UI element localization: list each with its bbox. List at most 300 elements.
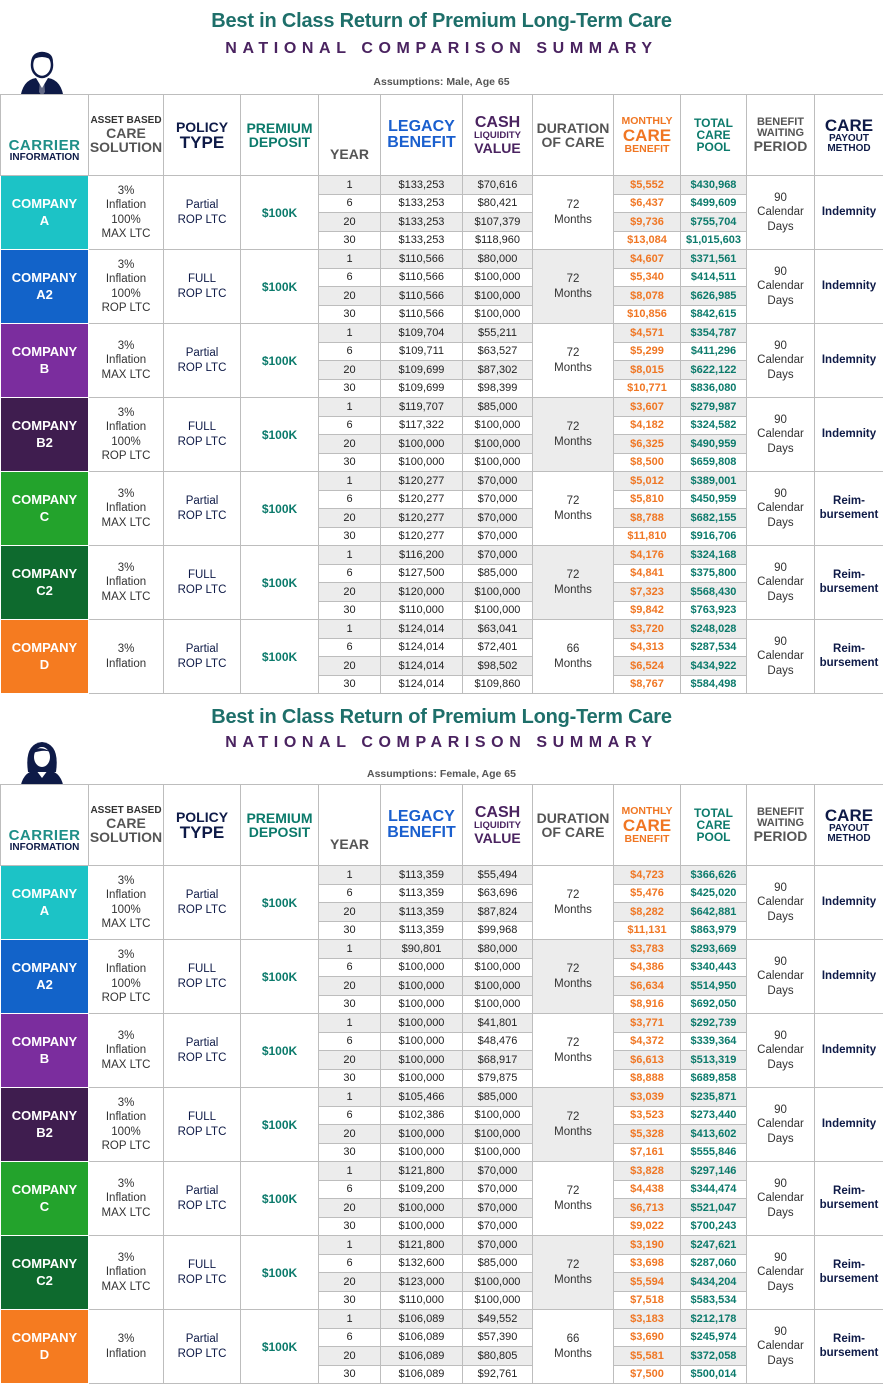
cash-value-cell: $100,000 (463, 1291, 533, 1310)
duration-line: Months (533, 213, 613, 227)
cash-value-cell: $48,476 (463, 1032, 533, 1051)
total-pool-cell: $1,015,603 (681, 231, 747, 250)
legacy-benefit-cell: $110,566 (381, 268, 463, 287)
assumptions-text: Assumptions: Male, Age 65 (0, 76, 883, 88)
year-cell: 1 (319, 176, 381, 195)
header-benefit-waiting-period: BENEFIT WAITING PERIOD (747, 95, 815, 176)
waiting-period-line: 90 (747, 265, 814, 279)
total-pool-cell: $689,858 (681, 1069, 747, 1088)
monthly-care-cell: $4,182 (614, 416, 681, 435)
payout-method-line: Reim- (815, 643, 883, 657)
total-pool-cell: $583,534 (681, 1291, 747, 1310)
monthly-care-cell: $6,437 (614, 194, 681, 213)
care-solution-line: 100% (89, 1125, 163, 1139)
monthly-care-cell: $3,771 (614, 1014, 681, 1033)
table-row (1, 1162, 883, 1181)
waiting-period-line: Days (747, 516, 814, 530)
policy-type-line: ROP LTC (164, 977, 240, 991)
company-name: COMPANY (1, 640, 88, 656)
cash-value-cell: $70,000 (463, 1217, 533, 1236)
header-legacy-benefit: LEGACY BENEFIT (381, 95, 463, 176)
total-pool-cell: $372,058 (681, 1347, 747, 1366)
waiting-period-line: Calendar (747, 649, 814, 663)
waiting-period-line: 90 (747, 1325, 814, 1339)
policy-type-line: FULL (164, 568, 240, 582)
waiting-period-line: 90 (747, 635, 814, 649)
duration-line: 72 (533, 962, 613, 976)
legacy-benefit-cell: $100,000 (381, 1143, 463, 1162)
care-solution-cell (89, 250, 164, 324)
cash-value-cell: $80,000 (463, 940, 533, 959)
policy-type-line: FULL (164, 1258, 240, 1272)
care-solution-line: MAX LTC (89, 368, 163, 382)
waiting-period-line: Days (747, 1280, 814, 1294)
total-pool-cell: $763,923 (681, 601, 747, 620)
policy-type-line: Partial (164, 1332, 240, 1346)
table-row (1, 1236, 883, 1255)
cash-value-cell: $87,824 (463, 903, 533, 922)
total-pool-cell: $235,871 (681, 1088, 747, 1107)
company-name: COMPANY (1, 344, 88, 360)
duration-cell (533, 940, 614, 1014)
monthly-care-cell: $7,161 (614, 1143, 681, 1162)
payout-method-line: Indemnity (815, 896, 883, 910)
year-cell: 6 (319, 268, 381, 287)
monthly-care-cell: $3,190 (614, 1236, 681, 1255)
waiting-period-line: Calendar (747, 279, 814, 293)
premium-deposit-cell: $100K (241, 176, 319, 250)
policy-type-line: FULL (164, 420, 240, 434)
cash-value-cell: $70,000 (463, 509, 533, 528)
waiting-period-line: Days (747, 1354, 814, 1368)
care-solution-line: ROP LTC (89, 301, 163, 315)
year-cell: 30 (319, 1365, 381, 1384)
year-cell: 6 (319, 1180, 381, 1199)
policy-type-cell (164, 620, 241, 694)
total-pool-cell: $622,122 (681, 361, 747, 380)
waiting-period-line: 90 (747, 339, 814, 353)
waiting-period-line: Days (747, 368, 814, 382)
legacy-benefit-cell: $119,707 (381, 398, 463, 417)
cash-value-cell: $87,302 (463, 361, 533, 380)
cash-value-cell: $107,379 (463, 213, 533, 232)
header-legacy-benefit: LEGACY BENEFIT (381, 785, 463, 866)
policy-type-line: ROP LTC (164, 509, 240, 523)
year-cell: 30 (319, 601, 381, 620)
year-cell: 30 (319, 379, 381, 398)
legacy-benefit-cell: $102,386 (381, 1106, 463, 1125)
cash-value-cell: $85,000 (463, 564, 533, 583)
monthly-care-cell: $5,552 (614, 176, 681, 195)
monthly-care-cell: $3,698 (614, 1254, 681, 1273)
legacy-benefit-cell: $106,089 (381, 1310, 463, 1329)
total-pool-cell: $292,739 (681, 1014, 747, 1033)
company-label (1, 620, 89, 694)
section-subtitle: NATIONAL COMPARISON SUMMARY (0, 734, 883, 752)
total-pool-cell: $344,474 (681, 1180, 747, 1199)
payout-method-line: Reim- (815, 1333, 883, 1347)
header-total-care-pool: TOTAL CARE POOL (681, 785, 747, 866)
premium-deposit-cell: $100K (241, 398, 319, 472)
cash-value-cell: $70,000 (463, 490, 533, 509)
total-pool-cell: $411,296 (681, 342, 747, 361)
legacy-benefit-cell: $121,800 (381, 1236, 463, 1255)
duration-line: Months (533, 903, 613, 917)
policy-type-line: FULL (164, 1110, 240, 1124)
waiting-period-line: Days (747, 1132, 814, 1146)
policy-type-line: ROP LTC (164, 1125, 240, 1139)
company-label (1, 250, 89, 324)
cash-value-cell: $79,875 (463, 1069, 533, 1088)
monthly-care-cell: $4,571 (614, 324, 681, 343)
care-solution-line: 3% (89, 1096, 163, 1110)
care-solution-line: Inflation (89, 501, 163, 515)
monthly-care-cell: $8,788 (614, 509, 681, 528)
premium-deposit-cell: $100K (241, 324, 319, 398)
assumptions-text: Assumptions: Female, Age 65 (0, 768, 883, 780)
duration-cell (533, 1162, 614, 1236)
cash-value-cell: $72,401 (463, 638, 533, 657)
year-cell: 1 (319, 546, 381, 565)
payout-method-cell (815, 398, 883, 472)
legacy-benefit-cell: $110,000 (381, 601, 463, 620)
duration-line: 72 (533, 1184, 613, 1198)
cash-value-cell: $100,000 (463, 958, 533, 977)
legacy-benefit-cell: $110,000 (381, 1291, 463, 1310)
monthly-care-cell: $11,810 (614, 527, 681, 546)
care-solution-line: Inflation (89, 657, 163, 671)
header-duration-of-care: DURATION OF CARE (533, 785, 614, 866)
waiting-period-cell (747, 940, 815, 1014)
company-code: C (1, 509, 88, 525)
care-solution-cell (89, 176, 164, 250)
company-label (1, 176, 89, 250)
total-pool-cell: $642,881 (681, 903, 747, 922)
cash-value-cell: $70,000 (463, 527, 533, 546)
legacy-benefit-cell: $120,277 (381, 527, 463, 546)
legacy-benefit-cell: $120,277 (381, 472, 463, 491)
cash-value-cell: $85,000 (463, 1088, 533, 1107)
duration-line: 72 (533, 1036, 613, 1050)
company-name: COMPANY (1, 492, 88, 508)
year-cell: 6 (319, 490, 381, 509)
cash-value-cell: $85,000 (463, 398, 533, 417)
year-cell: 30 (319, 1217, 381, 1236)
waiting-period-line: 90 (747, 191, 814, 205)
duration-line: 72 (533, 420, 613, 434)
table-row (1, 250, 883, 269)
total-pool-cell: $247,621 (681, 1236, 747, 1255)
monthly-care-cell: $3,039 (614, 1088, 681, 1107)
monthly-care-cell: $9,736 (614, 213, 681, 232)
duration-line: 72 (533, 1258, 613, 1272)
cash-value-cell: $85,000 (463, 1254, 533, 1273)
monthly-care-cell: $6,524 (614, 657, 681, 676)
payout-method-line: Reim- (815, 495, 883, 509)
waiting-period-line: Calendar (747, 501, 814, 515)
duration-line: Months (533, 657, 613, 671)
legacy-benefit-cell: $113,359 (381, 866, 463, 885)
care-solution-line: 3% (89, 258, 163, 272)
total-pool-cell: $514,950 (681, 977, 747, 996)
legacy-benefit-cell: $132,600 (381, 1254, 463, 1273)
duration-cell (533, 620, 614, 694)
header-carrier: CARRIER INFORMATION (1, 95, 89, 176)
care-solution-line: 3% (89, 874, 163, 888)
cash-value-cell: $70,000 (463, 1180, 533, 1199)
year-cell: 20 (319, 213, 381, 232)
monthly-care-cell: $8,078 (614, 287, 681, 306)
header-total-care-pool: TOTAL CARE POOL (681, 95, 747, 176)
company-label (1, 546, 89, 620)
care-solution-line: ROP LTC (89, 991, 163, 1005)
cash-value-cell: $63,696 (463, 884, 533, 903)
company-name: COMPANY (1, 196, 88, 212)
year-cell: 6 (319, 416, 381, 435)
waiting-period-cell (747, 324, 815, 398)
total-pool-cell: $434,204 (681, 1273, 747, 1292)
payout-method-line: Indemnity (815, 1118, 883, 1132)
monthly-care-cell: $3,523 (614, 1106, 681, 1125)
waiting-period-line: Calendar (747, 575, 814, 589)
year-cell: 6 (319, 884, 381, 903)
policy-type-line: ROP LTC (164, 1199, 240, 1213)
year-cell: 30 (319, 527, 381, 546)
care-solution-line: MAX LTC (89, 227, 163, 241)
waiting-period-line: 90 (747, 955, 814, 969)
table-row (1, 1014, 883, 1033)
total-pool-cell: $287,060 (681, 1254, 747, 1273)
duration-cell (533, 1088, 614, 1162)
policy-type-cell (164, 866, 241, 940)
legacy-benefit-cell: $120,277 (381, 509, 463, 528)
comparison-table (0, 94, 883, 694)
care-solution-line: Inflation (89, 420, 163, 434)
waiting-period-cell (747, 250, 815, 324)
duration-cell (533, 324, 614, 398)
policy-type-line: FULL (164, 962, 240, 976)
monthly-care-cell: $5,810 (614, 490, 681, 509)
year-cell: 30 (319, 675, 381, 694)
waiting-period-line: Days (747, 590, 814, 604)
care-solution-line: MAX LTC (89, 516, 163, 530)
year-cell: 1 (319, 324, 381, 343)
female-avatar-icon (16, 738, 68, 790)
legacy-benefit-cell: $109,704 (381, 324, 463, 343)
cash-value-cell: $63,527 (463, 342, 533, 361)
year-cell: 20 (319, 509, 381, 528)
header-care-payout-method: CARE PAYOUT METHOD (815, 785, 883, 866)
policy-type-line: Partial (164, 346, 240, 360)
waiting-period-line: 90 (747, 1029, 814, 1043)
care-solution-cell (89, 324, 164, 398)
year-cell: 1 (319, 1088, 381, 1107)
monthly-care-cell: $5,299 (614, 342, 681, 361)
total-pool-cell: $248,028 (681, 620, 747, 639)
header-year: YEAR (319, 95, 381, 176)
legacy-benefit-cell: $100,000 (381, 995, 463, 1014)
policy-type-cell (164, 176, 241, 250)
cash-value-cell: $100,000 (463, 995, 533, 1014)
cash-value-cell: $100,000 (463, 1106, 533, 1125)
total-pool-cell: $700,243 (681, 1217, 747, 1236)
legacy-benefit-cell: $100,000 (381, 1069, 463, 1088)
monthly-care-cell: $10,771 (614, 379, 681, 398)
legacy-benefit-cell: $100,000 (381, 958, 463, 977)
premium-deposit-cell: $100K (241, 250, 319, 324)
cash-value-cell: $100,000 (463, 416, 533, 435)
care-solution-line: 3% (89, 1251, 163, 1265)
payout-method-cell (815, 1162, 883, 1236)
legacy-benefit-cell: $109,200 (381, 1180, 463, 1199)
company-code: A (1, 903, 88, 919)
legacy-benefit-cell: $113,359 (381, 884, 463, 903)
duration-cell (533, 472, 614, 546)
monthly-care-cell: $6,713 (614, 1199, 681, 1218)
company-name: COMPANY (1, 1034, 88, 1050)
care-solution-line: Inflation (89, 962, 163, 976)
care-solution-line: Inflation (89, 888, 163, 902)
duration-cell (533, 866, 614, 940)
policy-type-line: ROP LTC (164, 903, 240, 917)
year-cell: 1 (319, 1014, 381, 1033)
company-name: COMPANY (1, 960, 88, 976)
year-cell: 1 (319, 398, 381, 417)
payout-method-line: Indemnity (815, 428, 883, 442)
total-pool-cell: $500,014 (681, 1365, 747, 1384)
payout-method-line: bursement (815, 583, 883, 597)
monthly-care-cell: $8,916 (614, 995, 681, 1014)
year-cell: 6 (319, 1254, 381, 1273)
legacy-benefit-cell: $106,089 (381, 1328, 463, 1347)
policy-type-line: Partial (164, 198, 240, 212)
company-label (1, 940, 89, 1014)
care-solution-cell (89, 620, 164, 694)
company-code: B2 (1, 435, 88, 451)
premium-deposit-cell: $100K (241, 1014, 319, 1088)
header-year: YEAR (319, 785, 381, 866)
total-pool-cell: $371,561 (681, 250, 747, 269)
total-pool-cell: $324,168 (681, 546, 747, 565)
total-pool-cell: $842,615 (681, 305, 747, 324)
cash-value-cell: $100,000 (463, 1273, 533, 1292)
cash-value-cell: $55,494 (463, 866, 533, 885)
header-carrier: CARRIER INFORMATION (1, 785, 89, 866)
monthly-care-cell: $4,438 (614, 1180, 681, 1199)
cash-value-cell: $99,968 (463, 921, 533, 940)
year-cell: 6 (319, 1032, 381, 1051)
care-solution-line: 100% (89, 977, 163, 991)
cash-value-cell: $80,421 (463, 194, 533, 213)
care-solution-line: MAX LTC (89, 590, 163, 604)
duration-line: 72 (533, 494, 613, 508)
premium-deposit-cell: $100K (241, 620, 319, 694)
total-pool-cell: $293,669 (681, 940, 747, 959)
monthly-care-cell: $4,372 (614, 1032, 681, 1051)
cash-value-cell: $55,211 (463, 324, 533, 343)
cash-value-cell: $100,000 (463, 1125, 533, 1144)
cash-value-cell: $57,390 (463, 1328, 533, 1347)
company-code: B2 (1, 1125, 88, 1141)
company-name: COMPANY (1, 886, 88, 902)
policy-type-line: ROP LTC (164, 435, 240, 449)
table-row (1, 1088, 883, 1107)
monthly-care-cell: $9,842 (614, 601, 681, 620)
monthly-care-cell: $7,323 (614, 583, 681, 602)
monthly-care-cell: $3,783 (614, 940, 681, 959)
care-solution-cell (89, 1162, 164, 1236)
legacy-benefit-cell: $109,699 (381, 361, 463, 380)
payout-method-line: bursement (815, 1199, 883, 1213)
care-solution-line: ROP LTC (89, 1139, 163, 1153)
care-solution-cell (89, 1310, 164, 1384)
legacy-benefit-cell: $113,359 (381, 921, 463, 940)
care-solution-cell (89, 1236, 164, 1310)
cash-value-cell: $100,000 (463, 305, 533, 324)
waiting-period-cell (747, 472, 815, 546)
policy-type-cell (164, 940, 241, 1014)
monthly-care-cell: $3,690 (614, 1328, 681, 1347)
care-solution-line: 3% (89, 948, 163, 962)
payout-method-cell (815, 1088, 883, 1162)
legacy-benefit-cell: $109,711 (381, 342, 463, 361)
monthly-care-cell: $6,613 (614, 1051, 681, 1070)
header-cash-liquidity-value: CASH LIQUIDITY VALUE (463, 785, 533, 866)
year-cell: 1 (319, 940, 381, 959)
payout-method-line: Indemnity (815, 280, 883, 294)
total-pool-cell: $521,047 (681, 1199, 747, 1218)
duration-line: 72 (533, 1110, 613, 1124)
payout-method-line: bursement (815, 1273, 883, 1287)
payout-method-cell (815, 1310, 883, 1384)
total-pool-cell: $450,959 (681, 490, 747, 509)
policy-type-cell (164, 1236, 241, 1310)
year-cell: 1 (319, 1162, 381, 1181)
year-cell: 20 (319, 361, 381, 380)
duration-line: 72 (533, 346, 613, 360)
legacy-benefit-cell: $116,200 (381, 546, 463, 565)
waiting-period-cell (747, 1162, 815, 1236)
care-solution-line: 3% (89, 1332, 163, 1346)
legacy-benefit-cell: $124,014 (381, 638, 463, 657)
legacy-benefit-cell: $100,000 (381, 1199, 463, 1218)
payout-method-line: bursement (815, 657, 883, 671)
year-cell: 1 (319, 1236, 381, 1255)
duration-cell (533, 176, 614, 250)
payout-method-cell (815, 1236, 883, 1310)
cash-value-cell: $70,000 (463, 546, 533, 565)
cash-value-cell: $68,917 (463, 1051, 533, 1070)
legacy-benefit-cell: $133,253 (381, 194, 463, 213)
waiting-period-line: Days (747, 664, 814, 678)
total-pool-cell: $755,704 (681, 213, 747, 232)
total-pool-cell: $499,609 (681, 194, 747, 213)
monthly-care-cell: $4,607 (614, 250, 681, 269)
table-row (1, 1310, 883, 1329)
cash-value-cell: $80,805 (463, 1347, 533, 1366)
monthly-care-cell: $8,282 (614, 903, 681, 922)
total-pool-cell: $287,534 (681, 638, 747, 657)
legacy-benefit-cell: $106,089 (381, 1365, 463, 1384)
payout-method-line: Reim- (815, 1259, 883, 1273)
care-solution-line: MAX LTC (89, 1206, 163, 1220)
policy-type-line: ROP LTC (164, 213, 240, 227)
header-premium-deposit: PREMIUM DEPOSIT (241, 95, 319, 176)
care-solution-line: 100% (89, 287, 163, 301)
total-pool-cell: $212,178 (681, 1310, 747, 1329)
total-pool-cell: $425,020 (681, 884, 747, 903)
total-pool-cell: $863,979 (681, 921, 747, 940)
